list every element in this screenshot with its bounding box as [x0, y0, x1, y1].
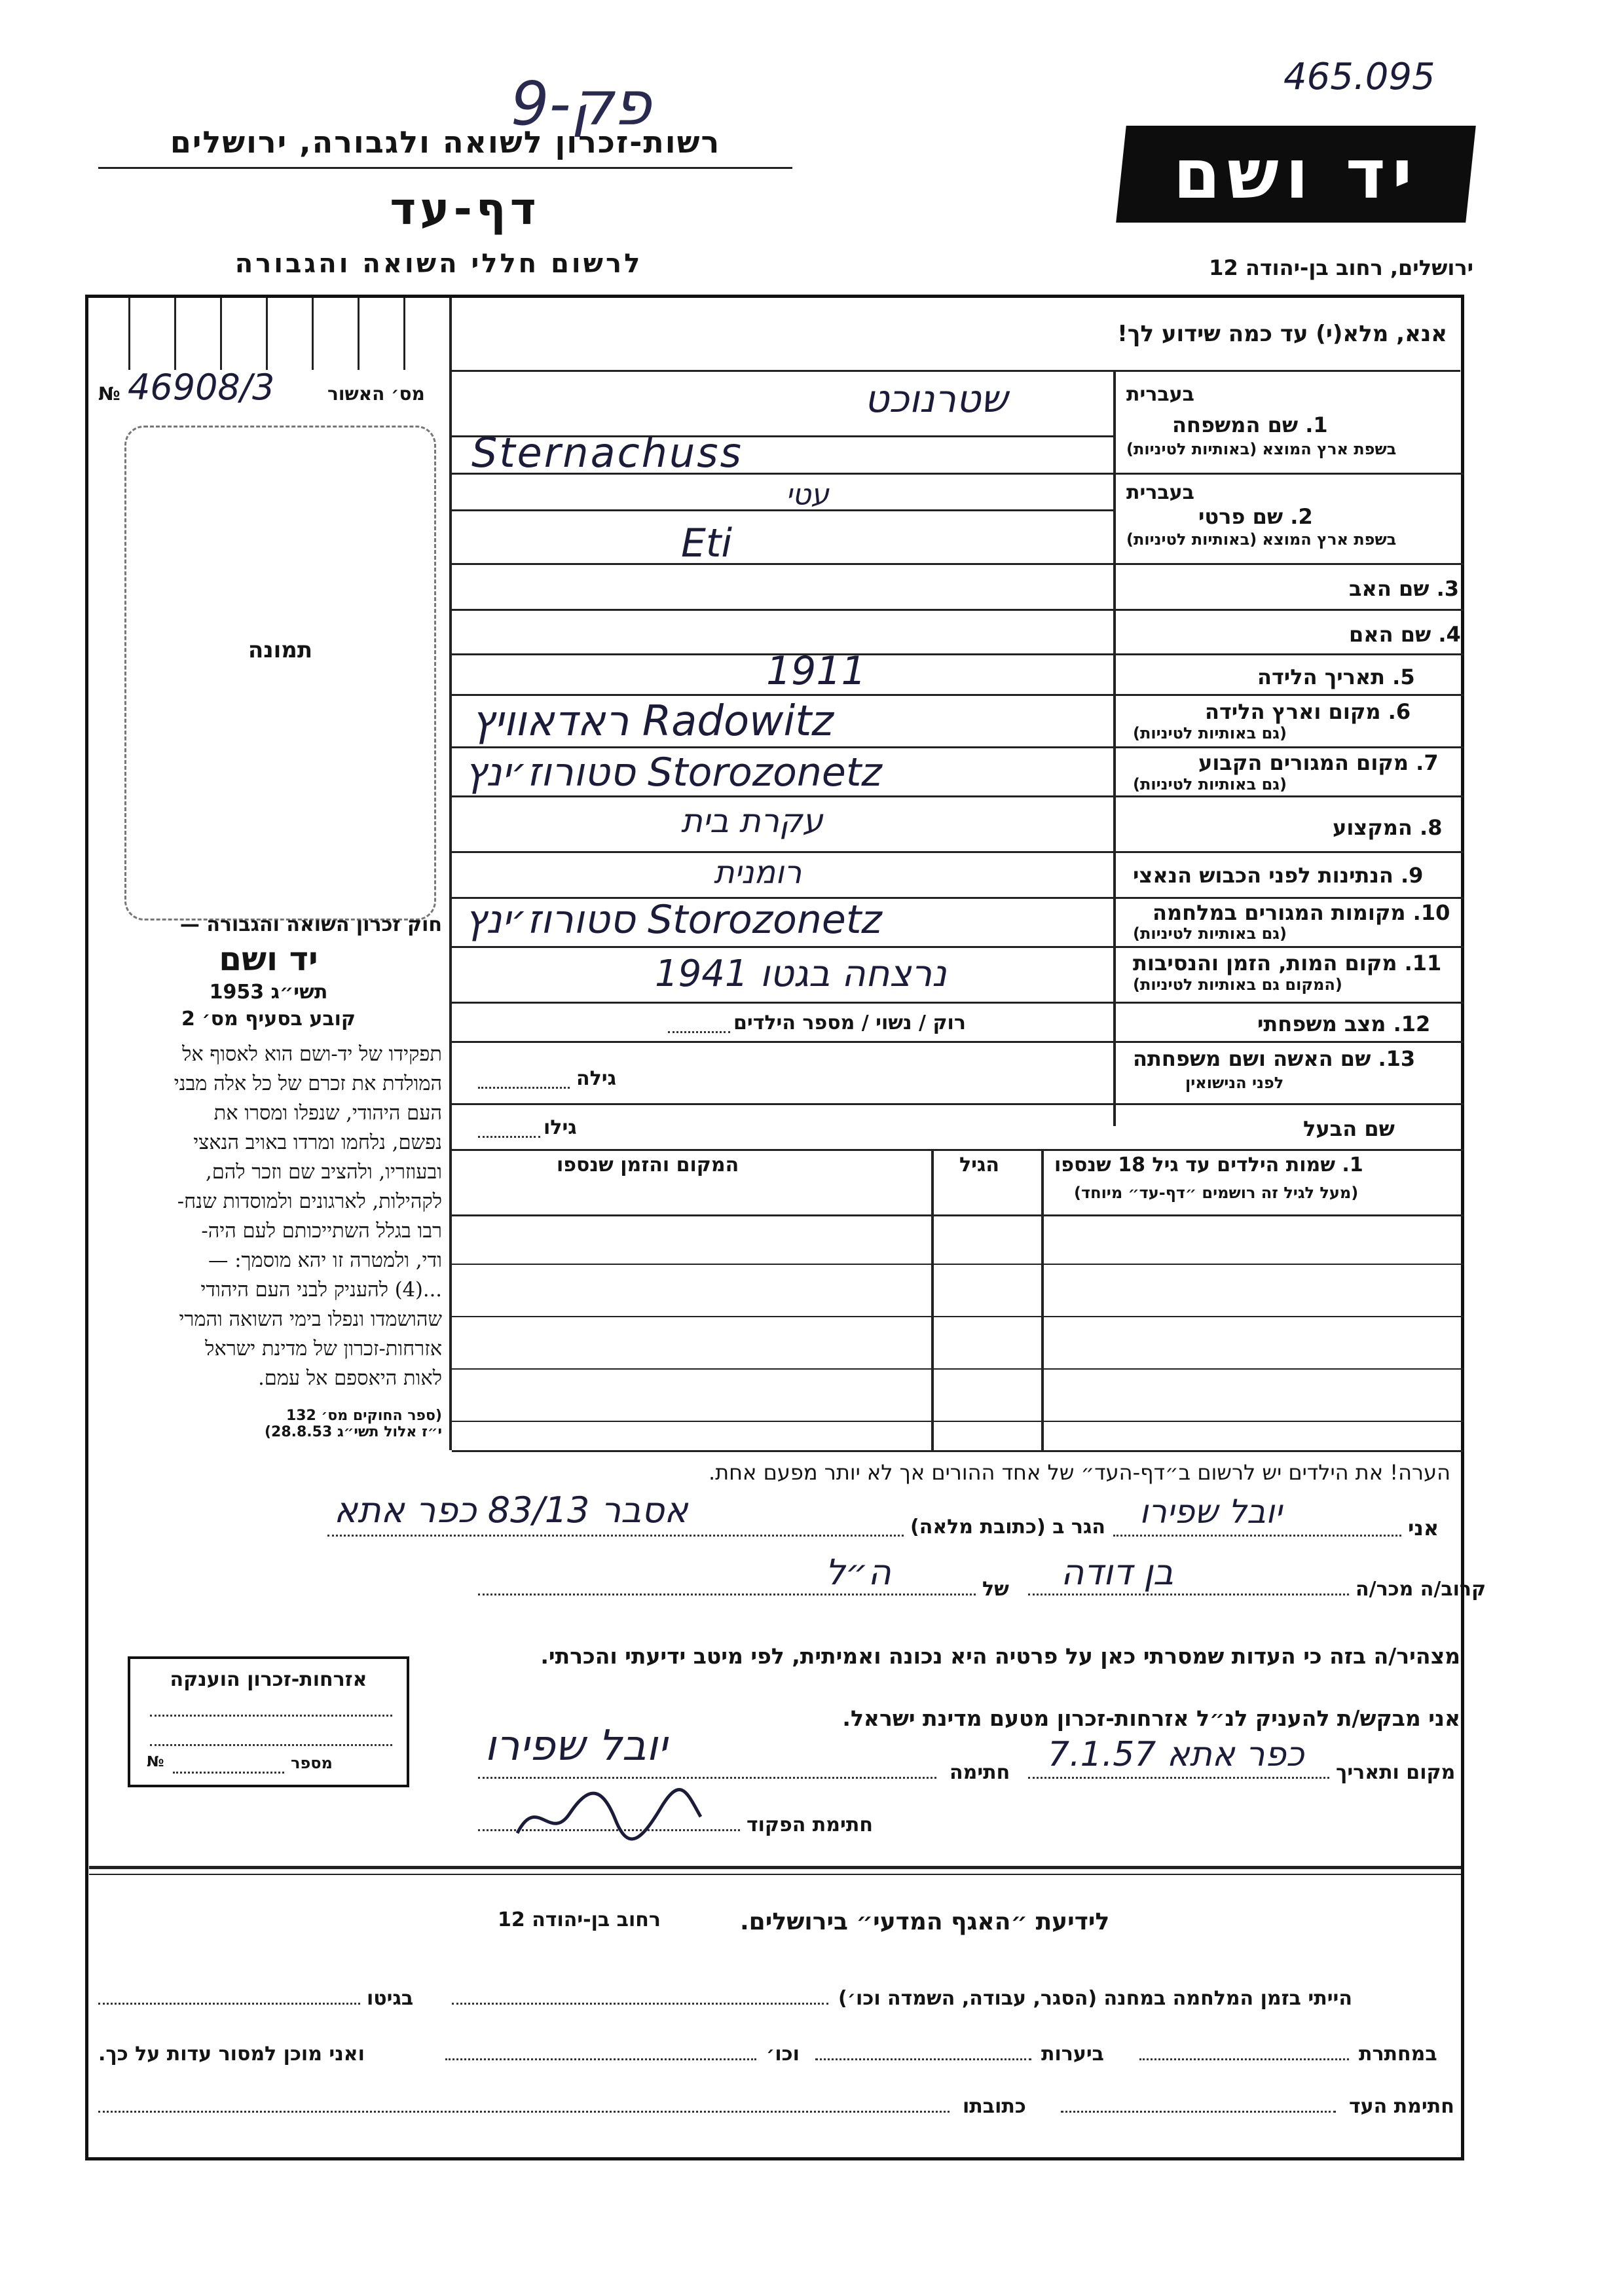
officer-signature-label: חתימת הפקוד [747, 1813, 873, 1836]
field-10-text: מקומות המגורים במלחמה [1153, 900, 1406, 925]
row-rule [452, 694, 1464, 696]
reg-no-value[interactable]: 46908/3 [128, 367, 275, 408]
field-10-sub: (גם באותיות לטיניות) [1133, 924, 1287, 943]
footer-address: רחוב בן-יהודה 12 [498, 1908, 661, 1931]
law-line: לקהילות, לארגונים ולמוסדות שנח- [177, 1190, 442, 1213]
declaration-text: מצהיר/ה בזה כי העדות שמסרתי כאן על פרטיה היא נכונה ואמיתית, לפי מיטב ידיעתי והכרתי. [540, 1643, 1460, 1669]
reg-tick [403, 298, 405, 370]
field-9-value[interactable]: רומנית [714, 854, 802, 891]
children-row-rule [452, 1316, 1464, 1317]
reg-tick [174, 298, 176, 370]
field-10-label [1153, 900, 1450, 925]
field-5-label [1257, 665, 1415, 689]
intro-instruction: אנא, מלא(י) עד כמה שידוע לך! [1117, 321, 1447, 347]
field-2-text: שם פרטי [1198, 504, 1283, 529]
law-title: חוק זכרון השואה והגבורה — [179, 913, 442, 936]
law-clause: קובע בסעיף מס׳ 2 [181, 1008, 356, 1030]
footer-underground-label: במחתרת [1359, 2043, 1437, 2066]
husband-label: שם הבעל [1303, 1116, 1395, 1141]
children-header-rule [452, 1214, 1464, 1216]
row-rule [452, 1103, 1464, 1105]
field-4-num: 4. [1438, 622, 1461, 647]
field-2-hebrew-value[interactable]: עטי [786, 478, 829, 511]
citizenship-title: אזרחות-זכרון הוענקה [170, 1668, 367, 1691]
marital-options: רוק / נשוי / מספר הילדים [733, 1011, 966, 1034]
footer-forests-label: ביערות [1041, 2043, 1104, 2066]
wife-age-label: גילה [576, 1067, 616, 1090]
field-12-text: מצב משפחתי [1257, 1011, 1386, 1036]
reg-tick [312, 298, 314, 370]
children-col-divider [1041, 1149, 1044, 1450]
citizenship-number-label: מספר [291, 1754, 333, 1772]
field-6-label [1205, 699, 1411, 724]
field-1-num: 1. [1305, 412, 1328, 437]
field-1-heb-label: בעברית [1126, 383, 1194, 406]
field-2-heb-label: בעברית [1126, 481, 1194, 504]
law-year: 1953 [209, 981, 265, 1004]
footer-witness-address-label: כתובתו [963, 2095, 1026, 2118]
law-ref-1: (ספר החוקים מס׳ 132 [286, 1408, 442, 1424]
field-13-text: שם האשה ושם משפחתה [1133, 1046, 1371, 1071]
field-10-num: 10. [1412, 900, 1450, 925]
law-year-row [95, 981, 442, 1004]
reg-tick [358, 298, 360, 370]
footer-witness-signature-label: חתימת העד [1349, 2095, 1454, 2118]
law-line: אזרחות-זכרון של מדינת ישראל [205, 1338, 442, 1360]
field-9-num: 9. [1400, 863, 1424, 888]
row-rule [452, 795, 1464, 797]
photo-placeholder [124, 426, 436, 920]
law-section [95, 913, 442, 1440]
footer-etc-label: וכו׳ [766, 2043, 800, 2066]
field-8-value[interactable]: עקרת בית [681, 802, 823, 840]
field-11-sub: (המקום גם באותיות לטיניות) [1133, 975, 1342, 994]
footer-etc-line[interactable] [445, 2030, 756, 2060]
row-rule [452, 851, 1464, 853]
field-8-num: 8. [1420, 815, 1443, 840]
field-10-value[interactable]: סטורוז׳ינץ Storozonetz [465, 897, 882, 943]
children-header-place: המקום והזמן שנספו [557, 1154, 739, 1176]
field-7-num: 7. [1416, 750, 1439, 775]
field-11-value[interactable]: נרצחה בגטו 1941 [655, 953, 947, 995]
law-ref-2: י״ז אלול תשי״ג 28.8.53) [264, 1424, 442, 1440]
field-1-hebrew-value[interactable]: שטרנוכט [864, 376, 1008, 421]
photo-label: תמונה [248, 637, 313, 663]
relative-value: בן דודה [1061, 1552, 1174, 1593]
row-rule [452, 946, 1464, 948]
field-5-text: תאריך הלידה [1257, 665, 1386, 689]
yad-vashem-logo [1116, 126, 1476, 223]
reg-no-label: מס׳ האשור [327, 383, 425, 405]
header-rule [98, 167, 792, 169]
field-3-label [1349, 576, 1459, 601]
wife-age-dots [478, 1087, 570, 1089]
logo-text: יד ושם [1173, 134, 1419, 214]
row-rule [452, 1002, 1464, 1004]
row-rule [452, 653, 1464, 655]
of-line[interactable] [478, 1565, 976, 1595]
footer-witness-signature-line[interactable] [1061, 2082, 1336, 2113]
citizenship-number-dots [173, 1772, 284, 1774]
row-rule [452, 609, 1464, 611]
field-12-label [1257, 1011, 1430, 1036]
footer-camp-line[interactable] [452, 1974, 828, 2005]
field-12-num: 12. [1393, 1011, 1431, 1036]
field-7-text: מקום המגורים הקבוע [1198, 750, 1409, 775]
law-year-heb: תשי״ג [270, 981, 328, 1004]
field-3-num: 3. [1436, 576, 1460, 601]
marital-dots [668, 1031, 730, 1033]
children-header-num: 1. [1342, 1154, 1363, 1176]
place-date-value: כפר אתא 7.1.57 [1048, 1735, 1304, 1774]
children-header-sub: (מעל לגיל זה רושמים ״דף-עד״ מיוחד) [1074, 1184, 1359, 1202]
left-column-bottom [452, 1450, 1464, 1452]
husband-age-dots [478, 1136, 540, 1138]
handwritten-file-code: פק-9 [511, 69, 652, 139]
row12-divider [1113, 1002, 1116, 1126]
children-header-text: שמות הילדים עד גיל 18 שנספו [1054, 1154, 1335, 1176]
field-2-num: 2. [1290, 504, 1313, 529]
field-1-text: שם המשפחה [1172, 412, 1299, 437]
officer-signature-scribble [511, 1781, 707, 1846]
field-13-sub: לפני הנישואין [1185, 1074, 1284, 1092]
children-row-rule [452, 1421, 1464, 1422]
law-name: יד ושם [219, 940, 318, 978]
request-text: אני מבקש/ת להעניק לנ״ל אזרחות-זכרון מטעם מדינת ישראל. [842, 1705, 1460, 1731]
intro-rule [452, 370, 1460, 372]
registration-strip [89, 298, 449, 370]
footer-ready-text: ואני מוכן למסור עדות על כך. [98, 2043, 365, 2066]
handwritten-page-number: 465.095 [1283, 56, 1435, 98]
of-value: ה״ל [825, 1552, 891, 1593]
label-column-divider [1113, 370, 1116, 1025]
row-rule [452, 746, 1464, 748]
field-9-text: הנתינות לפני הכבוש הנאצי [1133, 863, 1393, 888]
field-1-latin-value[interactable]: Sternachuss [471, 429, 743, 477]
law-line: ודי, ולמטרה זו יהא מוסמך: — [208, 1249, 442, 1272]
children-header-names [1054, 1154, 1363, 1176]
law-line: המולדת את זכרם של כל אלה מבני [174, 1072, 442, 1095]
reg-tick [220, 298, 222, 370]
field-2-latin-value[interactable]: Eti [681, 520, 733, 566]
row-rule [452, 563, 1464, 565]
signature-value: יובל שפירו [485, 1722, 667, 1770]
row-rule [452, 509, 1113, 511]
footer-underground-line[interactable] [1139, 2030, 1349, 2060]
footer-ghetto-line[interactable] [98, 1974, 360, 2005]
field-4-label [1349, 622, 1461, 647]
law-line: נפשם, נלחמו ומרדו באויב הנאצי [193, 1131, 442, 1154]
form-subtitle: לרשום חללי השואה והגבורה [234, 249, 643, 279]
declarant-address-value: אסבר 83/13 כפר אתא [334, 1489, 688, 1531]
footer-title: לידיעת ״האגף המדעי״ בירושלים. [740, 1908, 1110, 1935]
law-body [95, 1040, 442, 1393]
declarant-name-value: יובל שפירו [1139, 1493, 1282, 1531]
field-3-text: שם האב [1349, 576, 1430, 601]
field-11-label [1133, 951, 1441, 975]
row-rule [452, 1041, 1464, 1043]
footer-forests-line[interactable] [815, 2030, 1031, 2060]
footer-camp-label: הייתי בזמן המלחמה במחנה (הסגר, עבודה, השמדה וכו׳) [838, 1987, 1352, 2010]
children-header-age: הגיל [959, 1154, 999, 1176]
field-2-sub: בשפת ארץ המוצא (באותיות לטיניות) [1126, 530, 1397, 549]
organization-name: רשות-זכרון לשואה ולגבורה, ירושלים [170, 124, 721, 160]
footer-witness-address-line[interactable] [98, 2082, 950, 2113]
field-6-sub: (גם באותיות לטיניות) [1133, 724, 1287, 742]
law-line: רבו בגלל השתייכותם לעם היה- [201, 1220, 442, 1243]
field-5-value[interactable]: 1911 [766, 648, 866, 694]
citizenship-no-mark: № [147, 1754, 164, 1770]
citizenship-dots [150, 1715, 392, 1717]
field-7-value[interactable]: סטורוז׳ינץ Storozonetz [465, 750, 882, 795]
reg-no-mark: № [98, 383, 120, 405]
form-title: דף-עד [390, 183, 540, 235]
law-line: לאות היאספם אל עמם. [258, 1367, 442, 1390]
law-line: שהושמדו ונפלו בימי השואה והמרי [179, 1308, 442, 1331]
law-line: ...(4) להעניק לבני העם היהודי [200, 1279, 442, 1302]
field-1-sub: בשפת ארץ המוצא (באותיות לטיניות) [1126, 440, 1397, 458]
children-row-rule [452, 1368, 1464, 1370]
field-7-sub: (גם באותיות לטיניות) [1133, 775, 1287, 793]
field-13-num: 13. [1378, 1046, 1416, 1071]
signature-label: חתימה [950, 1761, 1010, 1784]
field-1-label [1172, 412, 1328, 437]
field-6-text: מקום וארץ הלידה [1205, 699, 1381, 724]
relative-label: קרוב/ה מכר/ה [1356, 1578, 1486, 1601]
field-13-label [1133, 1046, 1415, 1071]
declarant-resides-label: הגר ב (כתובת מלאה) [910, 1516, 1106, 1539]
place-date-label: מקום ותאריך [1336, 1761, 1456, 1784]
children-row-rule [452, 1264, 1464, 1265]
citizenship-box [128, 1656, 409, 1787]
husband-age-label: גילו [544, 1116, 577, 1139]
field-4-text: שם האם [1349, 622, 1431, 647]
citizenship-dots [150, 1744, 392, 1746]
field-2-label [1198, 504, 1313, 529]
footer-rule [89, 1866, 1461, 1869]
footer-rule-2 [89, 1874, 1461, 1875]
field-5-num: 5. [1392, 665, 1415, 689]
reg-tick [128, 298, 130, 370]
law-line: ובעוזריו, ולהציב שם וזכר להם, [206, 1161, 442, 1184]
children-col-divider [931, 1149, 934, 1450]
field-11-text: מקום המות, הזמן והנסיבות [1133, 951, 1397, 975]
children-note: הערה! את הילדים יש לרשום ב״דף-העד״ של אחד ההורים אך לא יותר מפעם אחת. [708, 1460, 1450, 1485]
field-6-num: 6. [1388, 699, 1411, 724]
declarant-ani-label: אני [1408, 1516, 1439, 1540]
footer-ghetto-label: בגיטו [367, 1987, 414, 2010]
field-7-label [1198, 750, 1439, 775]
header-address: ירושלים, רחוב בן-יהודה 12 [1209, 255, 1473, 280]
reg-tick [266, 298, 268, 370]
law-line: העם היהודי, שנפלו ומסרו את [213, 1102, 442, 1125]
of-label: של [982, 1578, 1009, 1601]
field-9-label [1133, 863, 1423, 888]
law-line: תפקידו של יד-ושם הוא לאסוף אל [182, 1043, 442, 1066]
field-6-value[interactable]: ראדאוויץ Radowitz [471, 697, 834, 746]
field-8-text: המקצוע [1333, 815, 1412, 840]
field-11-num: 11. [1404, 951, 1442, 975]
field-8-label [1333, 815, 1442, 840]
